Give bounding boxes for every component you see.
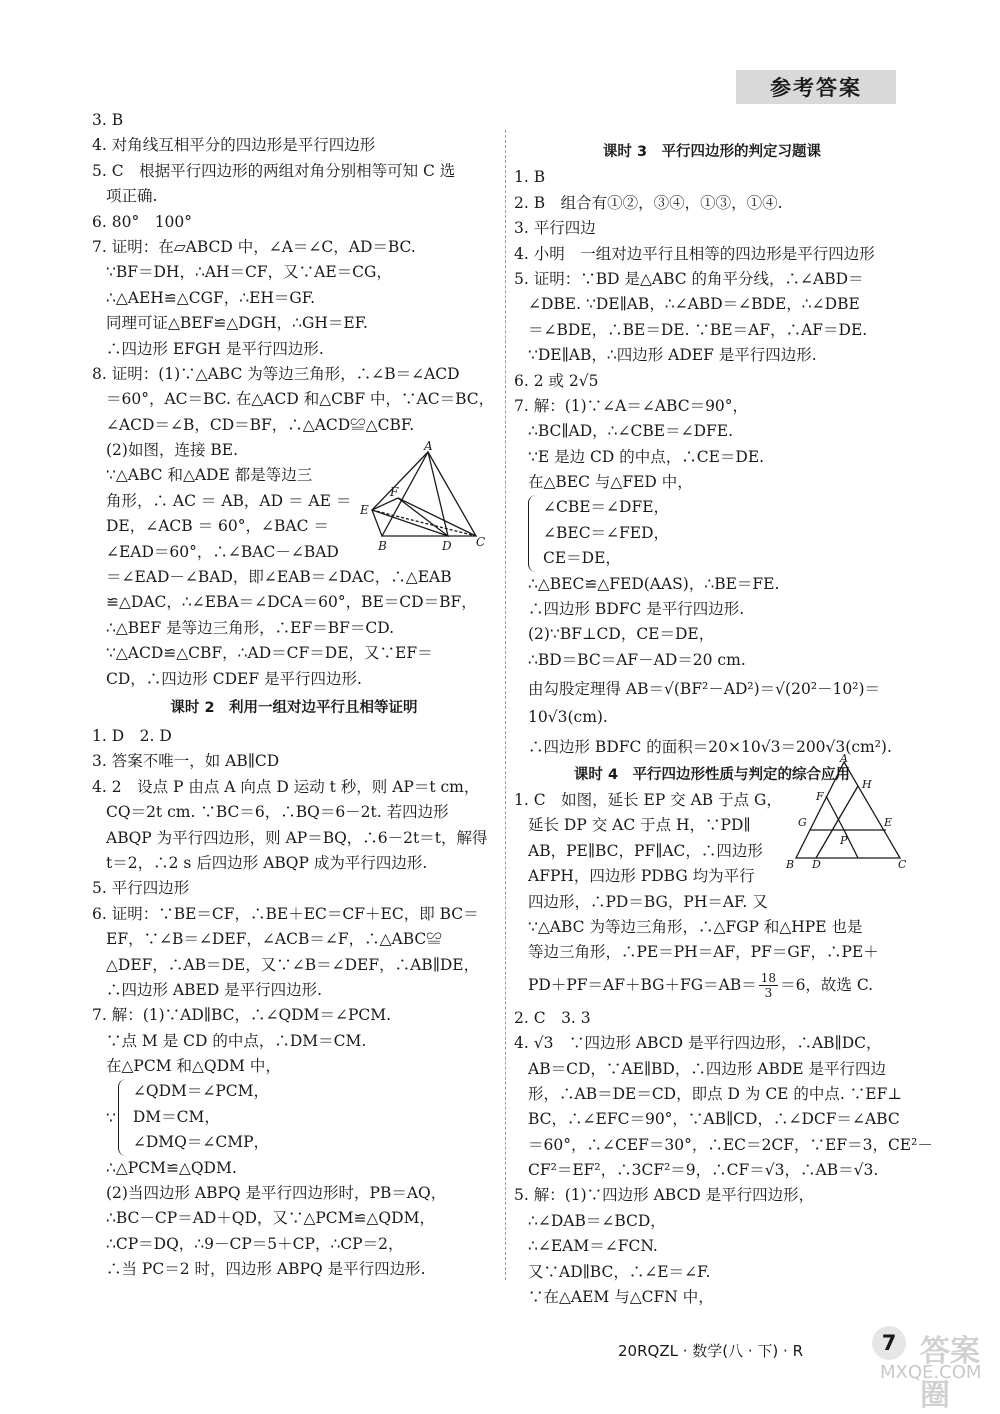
text-line: 4. √3 ∵四边形 ABCD 是平行四边形，∴AB∥DC， — [514, 1034, 882, 1053]
text-line: 4. 对角线互相平分的四边形是平行四边形 — [92, 136, 376, 155]
text-line: ∵在△AEM 与△CFN 中， — [528, 1288, 714, 1307]
footer-code: 20RQZL · 数学(八 · 下) · R — [618, 1342, 803, 1360]
left-brace — [528, 495, 539, 571]
text-line: BC，∴∠EFC＝90°，∵AB∥CD，∴∠DCF＝∠ABC — [528, 1110, 900, 1129]
label-h: H — [862, 778, 872, 791]
lesson-2-title: 课时 2 利用一组对边平行且相等证明 — [170, 699, 418, 716]
watermark-logo: 答案圈 — [920, 1334, 980, 1413]
text-line: ＝60°，∴∠CEF＝30°，∴EC＝2CF，∵EF＝3，CE²－ — [528, 1135, 933, 1154]
text-line: ∴BC∥AD，∴∠CBE＝∠DFE. — [528, 422, 734, 441]
text-line: (2)如图，连接 BE. — [106, 441, 239, 460]
text-line: ∵点 M 是 CD 的中点，∴DM＝CM. — [106, 1031, 367, 1050]
text-line: ∠ACD＝∠B，CD＝BF，∴△ACD≌△CBF. — [106, 415, 415, 434]
text-line: (2)当四边形 ABPQ 是平行四边形时，PB＝AQ， — [106, 1184, 447, 1203]
text-line: ∴△BEF 是等边三角形，∴EF＝BF＝CD. — [106, 618, 395, 637]
text-line: ∴CP＝DQ，∴9－CP＝5＋CP，∴CP＝2， — [106, 1234, 404, 1253]
text-line: △DEF，∴AB＝DE，又∵∠B＝∠DEF，∴AB∥DE， — [106, 955, 480, 974]
text-line: 同理可证△BEF≌△DGH，∴GH＝EF. — [106, 314, 368, 333]
label-c: C — [476, 535, 486, 549]
segment-eb — [372, 510, 382, 536]
left-column — [92, 108, 496, 1283]
text-line: ∴△BEC≌△FED(AAS)，∴BE＝FE. — [528, 574, 780, 593]
text-line: 5. 平行四边形 — [92, 879, 190, 898]
text-line: 在△PCM 和△QDM 中， — [106, 1057, 281, 1076]
text-line: AFPH，四边形 PDBG 均为平行 — [528, 867, 755, 886]
answer-key-badge: 参考答案 — [736, 70, 896, 104]
column-divider — [505, 130, 506, 1280]
triangle-ade — [372, 452, 448, 536]
segment-ec — [372, 510, 476, 536]
lesson-3-title: 课时 3 平行四边形的判定习题课 — [602, 144, 822, 160]
label-d: D — [812, 858, 821, 870]
text-line: CF²＝EF²，∴3CF²＝9，∴CF＝√3，∴AB＝√3. — [528, 1161, 879, 1180]
brace-item: ∠DMQ＝∠CMP， — [132, 1133, 270, 1152]
text-line: ∵△ACD≌△CBF，∴AD＝CF＝DE，又∵EF＝ — [106, 644, 433, 663]
label-p: P — [840, 834, 848, 847]
text-line: ＝∠EAD－∠BAD，即∠EAB＝∠DAC，∴△EAB — [106, 568, 452, 587]
text-line: 延长 DP 交 AC 于点 H，∵PD∥ — [528, 816, 751, 835]
text-line: ∴四边形 BDFC 是平行四边形. — [528, 600, 745, 619]
watermark-url: MXQE.COM — [880, 1362, 982, 1383]
label-d: D — [442, 539, 452, 552]
label-a: A — [840, 752, 848, 765]
fraction-line: PD＋PF＝AF＋BG＋FG＝AB＝ $\frac{18}{3}$ ＝6，故选 C. — [528, 971, 874, 1001]
segment-fc — [398, 498, 476, 536]
text-line: ∴BD＝BC＝AF－AD＝20 cm. — [528, 650, 746, 669]
text-line: 8. 证明：(1)∵△ABC 为等边三角形，∴∠B＝∠ACD — [92, 364, 460, 383]
text-line: ∵DE∥AB，∴四边形 ADEF 是平行四边形. — [528, 346, 817, 365]
text-line: 由勾股定理得 AB＝√(BF²－AD²)＝√(20²－10²)＝ — [528, 680, 881, 699]
label-f: F — [816, 790, 824, 803]
text-line: 项正确. — [106, 187, 158, 206]
text-line: ∴∠EAM＝∠FCN. — [528, 1237, 658, 1256]
text-line: 7. 解：(1)∵∠A＝∠ABC＝90°， — [514, 396, 749, 415]
label-b: B — [786, 858, 795, 870]
text-line: EF，∵∠B＝∠DEF，∠ACB＝∠F，∴△ABC≌ — [106, 930, 442, 949]
text-line: 6. 80° 100° — [92, 212, 193, 231]
text-line: ∴△PCM≌△QDM. — [106, 1158, 237, 1177]
text-line: 4. 2 设点 P 由点 A 向点 D 运动 t 秒，则 AP＝t cm， — [92, 777, 480, 796]
text-line: 6. 2 或 2√5 — [514, 371, 599, 390]
text-line: t＝2，∴2 s 后四边形 ABQP 成为平行四边形. — [106, 853, 428, 872]
text-line: ∠DBE. ∵DE∥AB，∴∠ABD＝∠BDE，∴∠DBE — [528, 295, 860, 314]
text-line: 1. D 2. D — [92, 726, 172, 745]
text-line: ∴当 PC＝2 时，四边形 ABPQ 是平行四边形. — [106, 1260, 426, 1279]
label-g: G — [798, 816, 807, 829]
text-line: 3. B — [92, 111, 124, 129]
text-line: 10√3(cm). — [528, 708, 608, 727]
text-line: CD，∴四边形 CDEF 是平行四边形. — [106, 669, 362, 688]
text-line: AB，PE∥BC，PF∥AC，∴四边形 — [528, 841, 763, 860]
label-e: E — [884, 816, 893, 829]
brace-system — [514, 495, 910, 571]
text-line: ＝∠BDE，∴BE＝DE. ∵BE＝AF，∴AF＝DE. — [528, 320, 868, 339]
text-line: ≌△DAC，∴∠EBA＝∠DCA＝60°，BE＝CD＝BF， — [106, 593, 477, 612]
brace-item: ∠QDM＝∠PCM， — [132, 1082, 270, 1101]
text-line: DE，∠ACB ＝ 60°，∠BAC ＝ — [106, 517, 329, 536]
text-line: 5. 解：(1)∵四边形 ABCD 是平行四边形， — [514, 1186, 815, 1205]
page-number: 7 — [872, 1326, 906, 1360]
text-line: 2. B 组合有①②，③④，①③，①④. — [514, 193, 783, 212]
text-line: ABQP 为平行四边形，则 AP＝BQ，∴6－2t＝t，解得 — [106, 828, 488, 847]
text-line: 6. 证明：∵BE＝CF，∴BE＋EC＝CF＋EC，即 BC＝ — [92, 904, 479, 923]
text-line: ∠EAD＝60°，∴∠BAC－∠BAD — [106, 542, 339, 561]
text-line: ∵△ABC 为等边三角形，∴△FGP 和△HPE 也是 — [528, 917, 863, 936]
brace-item: DM＝CM， — [132, 1107, 220, 1126]
lesson-4-title: 课时 4 平行四边形性质与判定的综合应用 — [573, 766, 851, 783]
text-line: ∴△AEH≌△CGF，∴EH＝GF. — [106, 288, 316, 307]
brace-item: ∠CBE＝∠DFE， — [543, 498, 670, 517]
text-line: AB＝CD，∵AE∥BD，∴四边形 ABDE 是平行四边 — [528, 1059, 887, 1078]
numerator: 18 — [760, 971, 777, 986]
text-line: 等边三角形，∴PE＝PH＝AF，PF＝GF，∴PE＋ — [528, 943, 879, 962]
text-line: 四边形，∴PD＝BG，PH＝AF. 又 — [528, 892, 768, 911]
label-f: F — [390, 485, 399, 499]
brace-item: ∠BEC＝∠FED， — [543, 523, 670, 542]
text-line: 1. C 如图，延长 EP 交 AB 于点 G， — [514, 790, 782, 809]
text-line: ∵BF＝DH，∴AH＝CF，又∵AE＝CG， — [106, 263, 392, 282]
segment-ef — [372, 498, 398, 510]
brace-item: CE＝DE， — [543, 549, 621, 568]
text-line: 角形，∴ AC ＝ AB，AD ＝ AE ＝ — [106, 491, 352, 510]
label-a: A — [424, 440, 433, 453]
label-c: C — [898, 858, 907, 870]
text-line: ∴四边形 EFGH 是平行四边形. — [106, 339, 324, 358]
text-line: ∴四边形 BDFC 的面积＝20×10√3＝200√3(cm²). — [528, 737, 892, 756]
text-line: 在△BEC 与△FED 中， — [528, 473, 693, 492]
triangle-abc — [796, 762, 900, 858]
text-line: ∴BC－CP＝AD＋QD，又∵△PCM≌△QDM， — [106, 1209, 435, 1228]
brace-system — [92, 1079, 496, 1155]
text-line: 又∵AD∥BC，∴∠E＝∠F. — [528, 1262, 711, 1281]
text-line: CQ＝2t cm. ∵BC＝6，∴BQ＝6－2t. 若四边形 — [106, 803, 449, 822]
left-brace — [118, 1079, 129, 1155]
denominator: 3 — [764, 986, 773, 1001]
text-line: 5. 证明：∵BD 是△ABC 的角平分线，∴∠ABD＝ — [514, 269, 864, 288]
text-line: 3. 平行四边 — [514, 219, 596, 238]
geometry-figure-equilateral — [784, 752, 910, 870]
text-line: 4. 小明 一组对边平行且相等的四边形是平行四边形 — [514, 244, 875, 263]
text-line: 3. 答案不唯一，如 AB∥CD — [92, 752, 280, 771]
right-column — [514, 140, 933, 1310]
text-line: 5. C 根据平行四边形的两组对角分别相等可知 C 选 — [92, 161, 456, 180]
because-symbol: ∵ — [106, 1108, 116, 1127]
label-b: B — [378, 539, 387, 552]
text-line: 7. 解：(1)∵AD∥BC，∴∠QDM＝∠PCM. — [92, 1006, 392, 1025]
text-line: ∴∠DAB＝∠BCD， — [528, 1211, 666, 1230]
text-line: 1. B — [514, 168, 546, 187]
text-line: 7. 证明：在▱ABCD 中，∠A＝∠C，AD＝BC. — [92, 237, 416, 256]
fraction — [759, 971, 778, 1000]
text-line: 形，∴AB＝DE＝CD，即点 D 为 CE 的中点. ∵EF⊥ — [528, 1084, 902, 1103]
text-line: ∵△ABC 和△ADE 都是等边三 — [106, 466, 313, 485]
text-line: ＝60°，AC＝BC. 在△ACD 和△CBF 中，∵AC＝BC， — [106, 390, 495, 409]
geometry-figure-triangles — [352, 440, 492, 552]
text-line: ∵E 是边 CD 的中点，∴CE＝DE. — [528, 447, 765, 466]
text-line: (2)∵BF⊥CD，CE＝DE， — [528, 625, 715, 644]
text-line: 2. C 3. 3 — [514, 1008, 591, 1027]
label-e: E — [360, 503, 369, 517]
text-line: ∴四边形 ABED 是平行四边形. — [106, 980, 323, 999]
